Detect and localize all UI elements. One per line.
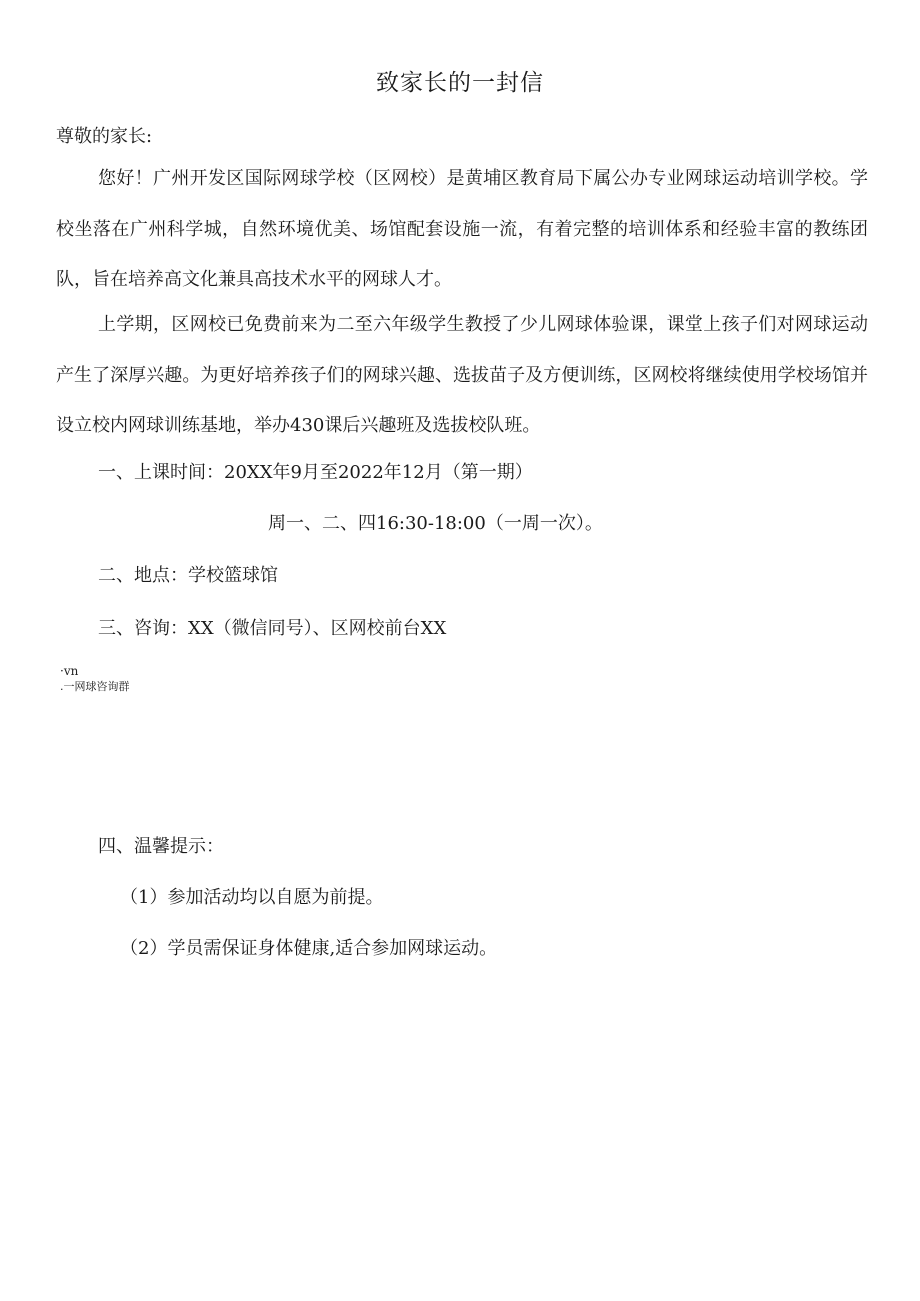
consult-info: 三、咨询：XX（微信同号）、区网校前台XX — [98, 618, 447, 639]
intro-paragraph: 您好！广州开发区国际网球学校（区网校）是黄埔区教育局下属公办专业网球运动培训学校。学校坐落在广州科学城，自然环境优美、场馆配套设施一流，有着完整的培训体系和经验丰富的教练团队，旨在培养高文化兼具高技术水平的网球人才。 — [56, 168, 868, 290]
tips-heading: 四、温馨提示： — [98, 836, 224, 857]
program-paragraph: 上学期，区网校已免费前来为二至六年级学生教授了少儿网球体验课，课堂上孩子们对网球运动产生了深厚兴趣。为更好培养孩子们的网球兴趣、选拔苗子及方便训练，区网校将继续使用学校场馆并设立校内网球训练基地，举办430课后兴趣班及选拔校队班。 — [56, 314, 868, 436]
location: 二、地点：学校篮球馆 — [98, 565, 278, 586]
qr-caption-top: ·vn — [60, 664, 79, 678]
class-time: 一、上课时间：20XX年9月至2022年12月（第一期） — [98, 462, 533, 483]
tip-item: （1）参加活动均以自愿为前提。 — [120, 887, 384, 908]
weekly-schedule: 周一、二、四16:30-18:00（一周一次）。 — [268, 513, 603, 534]
qr-group-label: .一网球咨询群 — [60, 680, 130, 693]
tip-item: （2）学员需保证身体健康,适合参加网球运动。 — [120, 938, 498, 959]
qr-caption — [60, 664, 130, 694]
salutation: 尊敬的家长: — [56, 126, 153, 147]
letter-title: 致家长的一封信 — [376, 70, 544, 96]
